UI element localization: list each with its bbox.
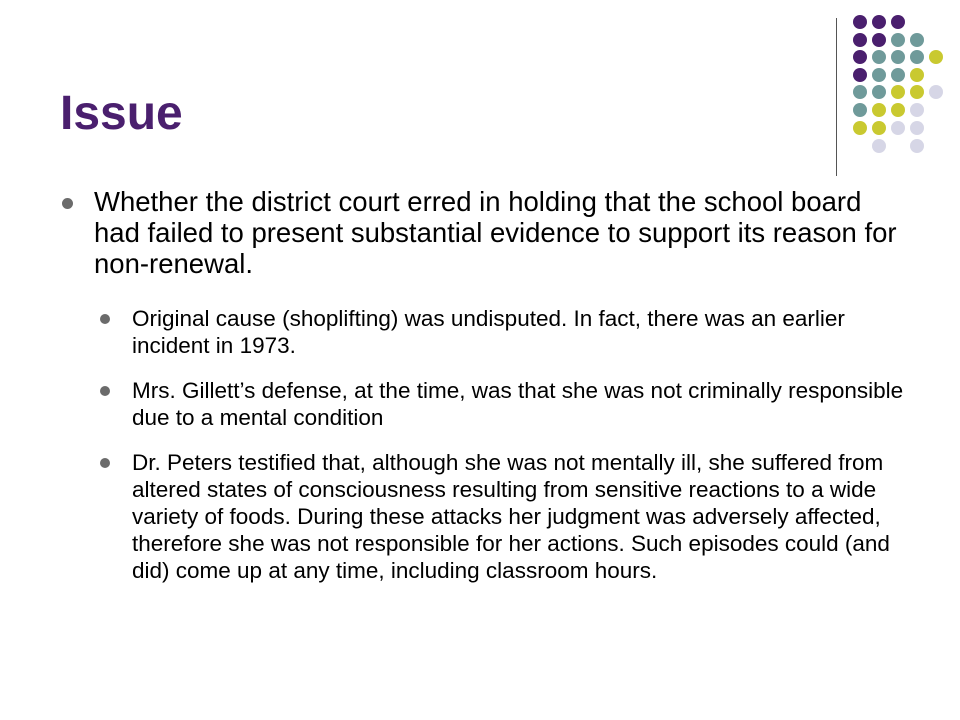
decorative-dot [891, 68, 905, 82]
decorative-dot [853, 85, 867, 99]
sub-bullet-text: Dr. Peters testified that, although she was not mentally ill, she suffered from altered states of consciousness resulting from sensitive reactions to a wide variety of foods. During these attacks her judgment was adversely affected, therefore she was not responsible for her actions. Such episodes could (and did) come up at any time, including classroom hours. [132, 450, 890, 583]
decorative-dot [891, 15, 905, 29]
decorative-dot [891, 85, 905, 99]
slide-title: Issue [60, 87, 183, 140]
decorative-vertical-line [836, 18, 837, 176]
decorative-dot [872, 15, 886, 29]
decorative-dot [910, 68, 924, 82]
main-bullet-text: Whether the district court erred in holding that the school board had failed to present substantial evidence to support its reason for non-renewal. [94, 186, 897, 279]
decorative-dot [910, 121, 924, 135]
decorative-dot [929, 85, 943, 99]
decorative-dot [872, 85, 886, 99]
decorative-dot [891, 103, 905, 117]
decorative-dot [872, 139, 886, 153]
decorative-dot [853, 15, 867, 29]
main-bullet [94, 186, 914, 279]
decorative-dot [853, 103, 867, 117]
bullet-dot-icon [100, 314, 110, 324]
decorative-dot [853, 121, 867, 135]
bullet-dot-icon [62, 198, 73, 209]
decorative-dot [872, 50, 886, 64]
decorative-dot [891, 121, 905, 135]
decorative-dot [910, 85, 924, 99]
decorative-dot [853, 33, 867, 47]
decorative-dot [853, 68, 867, 82]
decorative-dot [910, 50, 924, 64]
decorative-dot [872, 103, 886, 117]
decorative-dot [891, 50, 905, 64]
sub-bullet-text: Original cause (shoplifting) was undisputed. In fact, there was an earlier incident in 1973. [132, 306, 845, 358]
decorative-dot [910, 139, 924, 153]
decorative-dot [891, 33, 905, 47]
sub-bullet-1 [132, 305, 912, 359]
sub-bullet-2 [132, 377, 912, 431]
decorative-dot [910, 103, 924, 117]
decorative-dot [872, 121, 886, 135]
sub-bullet-text: Mrs. Gillett’s defense, at the time, was that she was not criminally responsible due to a mental condition [132, 378, 904, 430]
decorative-dot [853, 50, 867, 64]
bullet-dot-icon [100, 458, 110, 468]
decorative-dot [872, 68, 886, 82]
decorative-dot [872, 33, 886, 47]
decorative-dot [910, 33, 924, 47]
decorative-dot [929, 50, 943, 64]
bullet-dot-icon [100, 386, 110, 396]
sub-bullet-3 [132, 449, 912, 584]
